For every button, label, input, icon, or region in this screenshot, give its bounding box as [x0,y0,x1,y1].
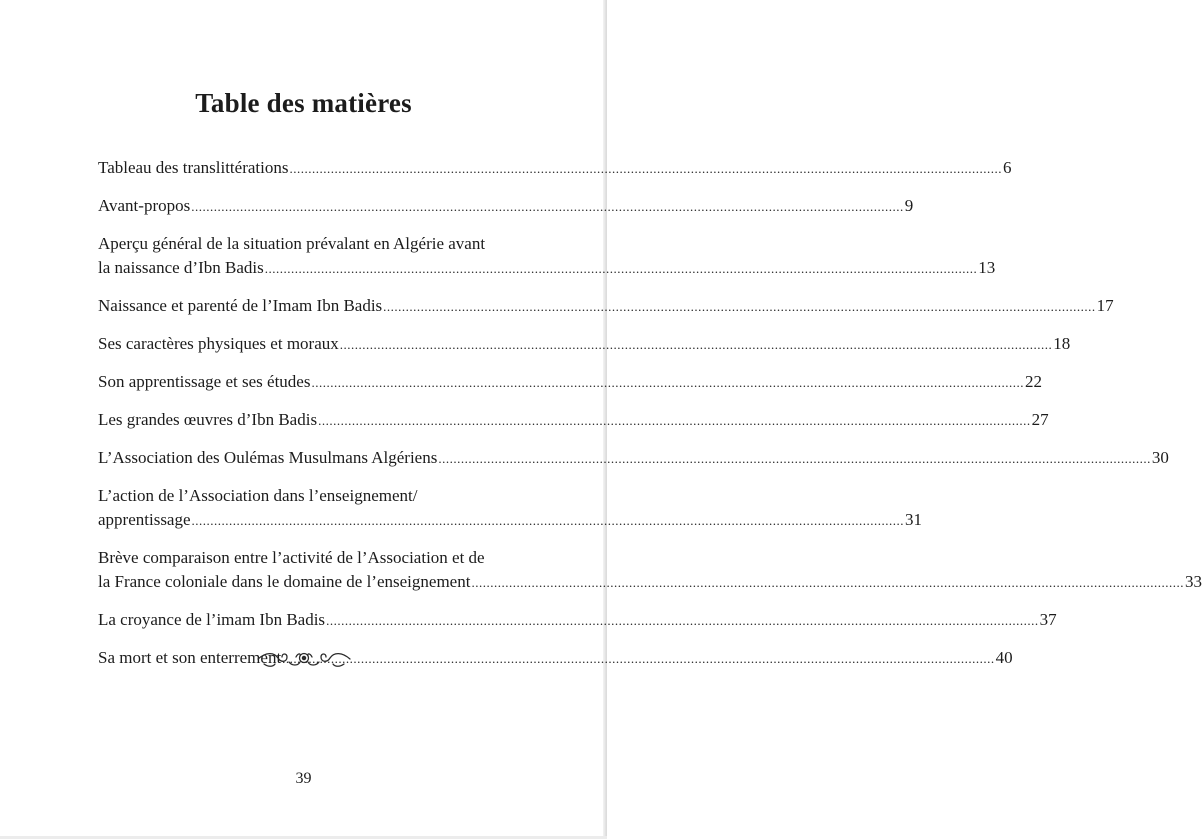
toc-entry [98,546,1202,595]
dot-leader [471,571,1184,595]
toc-entry-title: La croyance de l’imam Ibn Badis [98,610,326,629]
toc-page-number: 37 [1039,610,1057,629]
toc-entry-title: la naissance d’Ibn Badis [98,258,264,277]
toc-entry-line [98,194,914,219]
toc-page-number: 18 [1053,334,1071,353]
toc-entry [98,232,996,281]
toc-entry [98,370,1042,395]
toc-page-number: 9 [904,196,914,215]
dot-leader [311,371,1024,395]
toc-entry-line [98,570,1202,595]
toc-entry-line [98,608,1057,633]
toc-entry [98,484,923,533]
toc-entry-title: Avant-propos [98,196,191,215]
fleuron-icon [256,648,352,670]
toc-entry-title: Naissance et parenté de l’Imam Ibn Badis [98,296,383,315]
toc-entry [98,194,914,219]
toc-entry-line [98,446,1169,471]
toc-page-number: 30 [1151,448,1169,467]
page-title: Table des matières [195,88,412,118]
toc-entry-title: Son apprentissage et ses études [98,372,311,391]
toc-entry-title: L’Association des Oulémas Musulmans Algériens [98,448,438,467]
fleuron-ornament [0,648,607,675]
toc-entry-title: Ses caractères physiques et moraux [98,334,339,353]
toc-entry-title: la France coloniale dans le domaine de l’enseignement [98,572,471,591]
toc-entry-line [98,484,514,508]
toc-entry [98,408,1049,433]
toc-entry [98,332,1071,357]
toc-page-number: 27 [1031,410,1049,429]
toc-entry [98,608,1057,633]
toc-entry [98,156,1012,181]
toc-page-number: 6 [1002,158,1012,177]
table-of-contents [98,156,1202,684]
dot-leader [438,447,1151,471]
dot-leader [383,295,1096,319]
toc-entry-title: L’action de l’Association dans l’enseignement/ [98,486,418,505]
toc-entry-line [98,370,1042,395]
toc-page-number: 31 [905,510,923,529]
toc-entry-line [98,508,923,533]
toc-page-number: 33 [1184,572,1202,591]
dot-leader [326,609,1039,633]
toc-entry-line [98,232,514,256]
dot-leader [191,195,904,219]
toc-entry-title: Aperçu général de la situation prévalant en Algérie avant [98,234,486,253]
toc-page-number: 17 [1096,296,1114,315]
dot-leader [192,509,905,533]
page-number: 39 [295,770,312,787]
toc-entry-title: Tableau des translittérations [98,158,289,177]
toc-entry-line [98,294,1114,319]
toc-entry-title: Sa mort et son enterrement [98,648,282,667]
toc-entry [98,294,1114,319]
toc-entry-line [98,156,1012,181]
dot-leader [340,333,1053,357]
toc-entry-line [98,408,1049,433]
toc-entry-title: apprentissage [98,510,191,529]
toc-page-number: 22 [1024,372,1042,391]
toc-entry-line [98,256,996,281]
toc-entry-title: Les grandes œuvres d’Ibn Badis [98,410,318,429]
toc-entry-line [98,546,514,570]
toc-entry-title: Brève comparaison entre l’activité de l’Association et de [98,548,485,567]
dot-leader [318,409,1031,433]
toc-page-number: 40 [995,648,1013,667]
dot-leader [265,257,978,281]
toc-page-number: 13 [978,258,996,277]
dot-leader [289,157,1002,181]
toc-entry-line [98,332,1071,357]
toc-entry [98,446,1169,471]
